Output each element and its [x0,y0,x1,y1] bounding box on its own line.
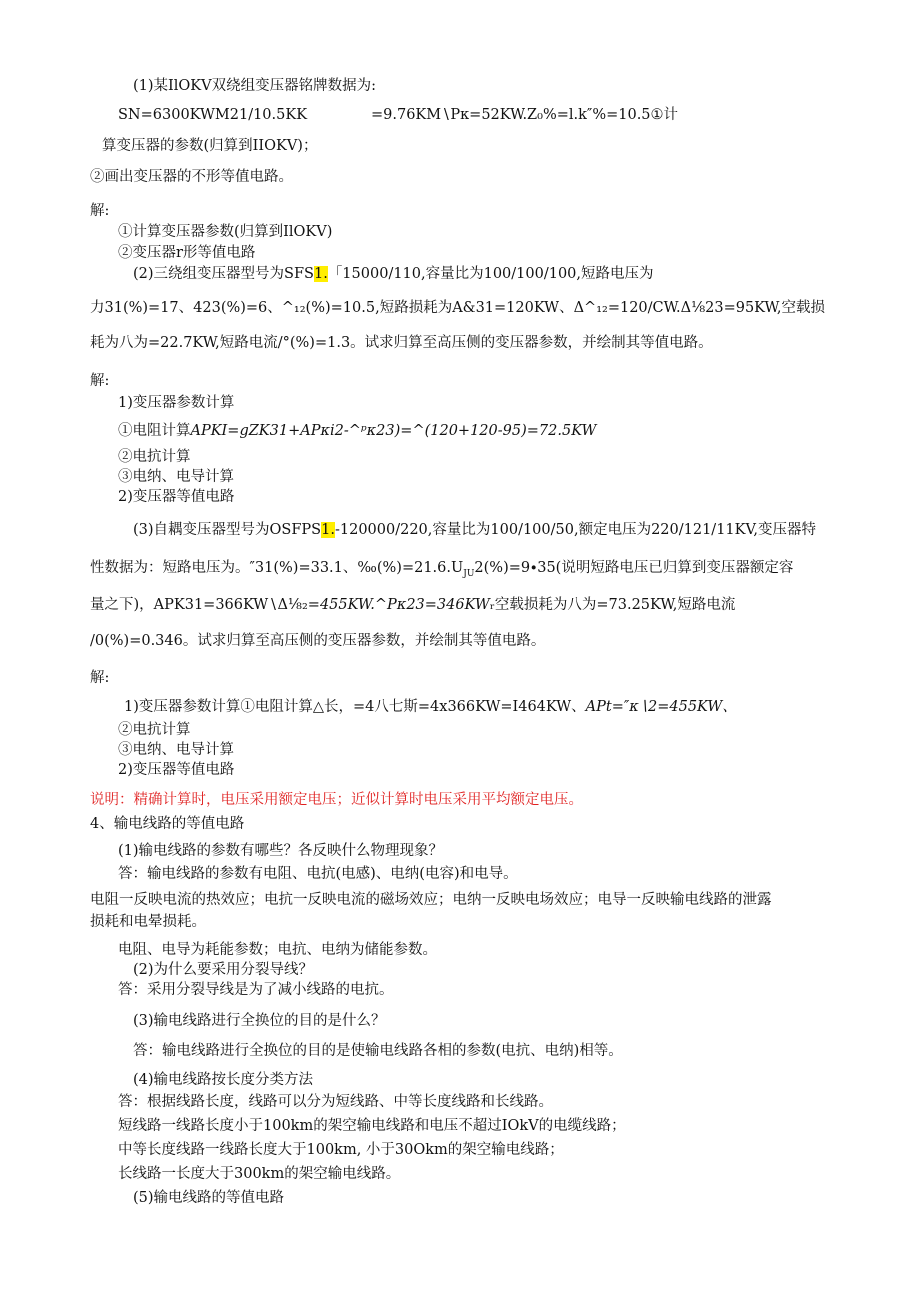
problem-3-data-text: 量之下)，APK31=366KW∖Δ⅛₂= [90,597,320,613]
question: (2)为什么要采用分裂导线？ [133,962,314,978]
answer: 答：输电线路的参数有电阻、电抗(电感)、电纳(电容)和电导。 [118,866,518,882]
solution-step: ②电抗计算 [118,449,191,465]
problem-1-task-1: 算变压器的参数(归算到IIOKV)； [102,138,318,154]
highlight-mark: 1. [321,522,335,538]
answer-body: 损耗和电晕损耗。 [90,914,206,930]
answer: 答：输电线路进行全换位的目的是使输电线路各相的参数(电抗、电纳)相等。 [133,1043,623,1059]
problem-2-title [133,264,654,284]
solution-step: 1)变压器参数计算 [118,395,235,411]
solution-step: ③电纳、电导计算 [118,469,234,485]
question: (1)输电线路的参数有哪些？各反映什么物理现象？ [118,843,444,859]
highlight-mark: 1. [313,266,328,282]
problem-1-task-2: ②画出变压器的不形等值电路。 [90,169,293,185]
answer-body: 电阻、电导为耗能参数；电抗、电纳为储能参数。 [118,942,437,958]
solution-step: 2)变压器等值电路 [118,762,235,778]
solution-label: 解: [90,373,110,389]
problem-1-data-right: =9.76KM∖Pκ=52KW.Z₀%=l.k″%=10.5①计 [371,107,679,123]
solution-step: ②电抗计算 [118,722,191,738]
answer: 答：根据线路长度，线路可以分为短线路、中等长度线路和长线路。 [118,1094,553,1110]
section-heading: 4、输电线路的等值电路 [90,816,245,832]
problem-3-data-text: 性数据为：短路电压为。″31(%)=33.1、‰(%)=21.6.U [90,560,464,576]
problem-3-task: /0(%)=0.346。试求归算至高压侧的变压器参数，并绘制其等值电路。 [90,633,546,649]
answer-body: 短线路一线路长度小于100km的架空输电线路和电压不超过IOkV的电缆线路； [118,1118,626,1134]
problem-3-data-text: 2(%)=9∙35(说明短路电压已归算到变压器额定容 [474,560,794,576]
problem-2-data: 力31(%)=17、423(%)=6、^₁₂(%)=10.5,短路损耗为A&31=120KW、Δ^₁₂=120∕CW.Δ⅛23=95KW,空载损 [90,300,825,316]
resistance-calc-label: ①电阻计算 [118,423,191,439]
problem-2-task: 耗为八为=22.7KW,短路电流/°(%)=1.3。试求归算至高压侧的变压器参数，并绘制其等值电路。 [90,335,713,351]
question: (3)输电线路进行全换位的目的是什么？ [133,1013,386,1029]
problem-3-title [133,520,816,540]
problem-3-data-2 [90,595,735,615]
problem-2-title-text: (2)三绕组变压器型号为SFS [133,266,314,282]
solution-step: ③电纳、电导计算 [118,742,234,758]
answer-body: 电阻一反映电流的热效应；电抗一反映电流的磁场效应；电纳一反映电场效应；电导一反映输电线路的泄露 [90,892,772,908]
solution-step: ①计算变压器参数(归算到IlOKV) [118,224,333,240]
problem-3-data [90,558,793,584]
answer: 答：采用分裂导线是为了减小线路的电抗。 [118,982,394,998]
solution-label: 解: [90,670,110,686]
note-red: 说明：精确计算时，电压采用额定电压；近似计算时电压采用平均额定电压。 [90,792,583,808]
problem-3-data-text: ᵣ空载损耗为八为=73.25KW,短路电流 [489,597,736,613]
problem-3-title-text: (3)自耦变压器型号为OSFPS [133,522,322,538]
resistance-calc-formula: APKI=gZK31+APκi2-^ᵖκ23)=^(120+120-95)=72.5KW [190,423,597,439]
problem-1-data-left: SN=6300KWM21/10.5KK [118,107,308,123]
resistance-calc [118,421,596,441]
answer-body: 中等长度线路一线路长度大于100km, 小于30Okm的架空输电线路； [118,1142,564,1158]
problem-1-title: (1)某IlOKV双绕组变压器铭牌数据为: [133,78,376,94]
question: (4)输电线路按长度分类方法 [133,1072,314,1088]
solution-step: 2)变压器等值电路 [118,489,235,505]
answer-body: 长线路一长度大于300km的架空输电线路。 [118,1166,401,1182]
problem-3-data-formula: 455KW.^Pκ23=346KW [319,597,490,613]
solution-label: 解: [90,203,110,219]
problem-2-title-text: 「15000/110,容量比为100/100/100,短路电压为 [327,266,654,282]
resistance-calc-text: 1)变压器参数计算①电阻计算△长，=4八七斯=4x366KW=I464KW、 [124,699,586,715]
solution-step: ②变压器r形等值电路 [118,245,256,261]
resistance-calc-formula: APt=″κ∖2=455KW、 [585,699,737,715]
problem-3-resistance-calc [124,697,737,717]
subscript: JU [463,568,475,579]
problem-3-title-text: -120000/220,容量比为100/100/50,额定电压为220/121/11KV,变压器特 [334,522,817,538]
question: (5)输电线路的等值电路 [133,1190,285,1206]
